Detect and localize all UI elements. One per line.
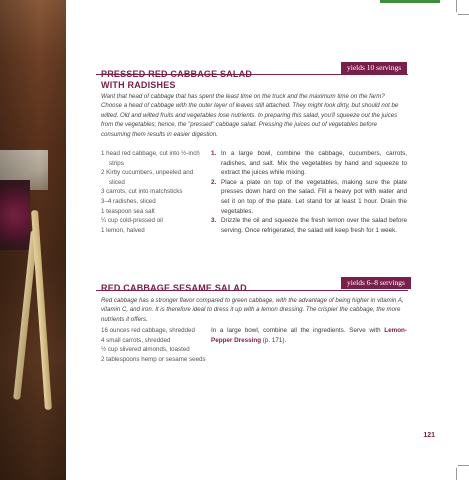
- step-text: In a large bowl, combine the cabbage, cucumbers, carrots, radishes, and salt. Mix the vegetables by hand and squeeze to extract the juices while mixing.: [221, 150, 407, 177]
- ingredient-item: 1 teaspoon sea salt: [101, 207, 155, 215]
- step-number: 2.: [211, 178, 217, 186]
- ingredient-item: ½ cup slivered almonds, toasted: [101, 346, 190, 354]
- step-number: 3.: [211, 217, 217, 225]
- step-text: Drizzle the oil and squeeze the fresh lemon over the salad before serving. Once refrigerated, the salad will keep fresh for 1 week.: [221, 217, 407, 234]
- method-step: [211, 149, 407, 178]
- ingredient-item: 1 lemon, halved: [101, 226, 145, 234]
- ingredient-item: 4 small carrots, shredded: [101, 336, 171, 344]
- step-text: Place a plate on top of the vegetables, making sure the plate presses down hard on the salad. Fill a heavy pot with water and set it on top of the plate. Let stand for at least 1 hour. Drain the vegetables.: [221, 178, 407, 215]
- ingredient-item: 16 ounces red cabbage, shredded: [101, 327, 195, 334]
- ingredient-list: [101, 326, 206, 364]
- recipe-title: PRESSED RED CABBAGE SALAD WITH RADISHES: [101, 69, 253, 90]
- ingredient-item: 3–4 radishes, sliced: [101, 197, 156, 205]
- crop-mark: [456, 0, 457, 12]
- ingredient-list: [101, 149, 206, 235]
- ingredient-item: 2 tablespoons hemp or sesame seeds: [101, 355, 206, 363]
- step-number: 1.: [211, 150, 217, 157]
- method-steps: [211, 149, 407, 235]
- yield-badge: yields 6–8 servings: [341, 277, 411, 289]
- method-step: [211, 216, 407, 235]
- ingredient-item: 1 head red cabbage, cut into ½-inch strips: [101, 150, 200, 167]
- crop-mark: [456, 468, 457, 480]
- ingredient-item: ¼ cup cold-pressed oil: [101, 217, 163, 225]
- yield-badge: yields 10 servings: [341, 62, 407, 74]
- method-step: [211, 178, 407, 216]
- ingredient-item: 2 Kirby cucumbers, unpeeled and sliced: [101, 169, 194, 186]
- green-tab-marker: [380, 0, 440, 3]
- recipe-intro: Want that head of cabbage that has spent the least time on the truck and the maximum time on the farm? Choose a head of cabbage with the outer layer of leaves still attached. They might look dirty, but should not be wilted. Old and wilted fruits and vegetables lose nutrients. In preparing this salad, you'll squeeze out the juices from the vegetables; hence, the "pressed" cabbage salad. Pressing the juices out of vegetables before consuming them results in easier digestion.: [101, 93, 399, 138]
- ingredient-item: 3 carrots, cut into matchsticks: [101, 188, 183, 196]
- recipe-intro: Red cabbage has a stronger flavor compared to green cabbage, with the advantage of being higher in vitamin A, vitamin C, and iron. It is therefore ideal to dress it up with a lemon dressing. The crispier the cabbage, the more nutrients it offers.: [101, 297, 404, 323]
- page-number: 121: [423, 432, 435, 439]
- recipe-title: RED CABBAGE SESAME SALAD: [101, 283, 247, 293]
- food-photo-strip: [0, 0, 66, 480]
- crop-mark: [458, 465, 469, 466]
- method-text: In a large bowl, combine all the ingredients. Serve with Lemon-Pepper Dressing (p. 171).: [211, 327, 407, 344]
- cross-reference-link[interactable]: Lemon-Pepper Dressing: [211, 327, 407, 344]
- crop-mark: [458, 14, 469, 15]
